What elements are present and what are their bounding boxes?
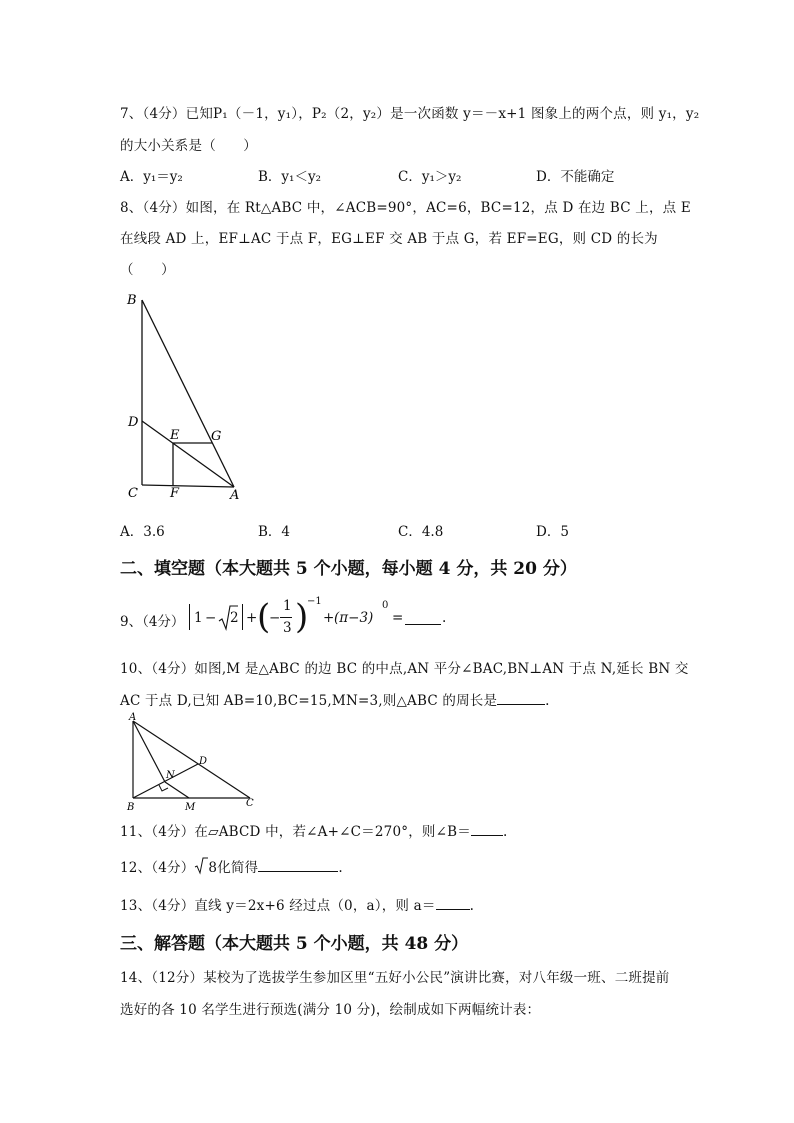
q9-sqrt-arg: 2 [230, 610, 239, 626]
q12-line [120, 856, 343, 876]
q7-line2: 的大小关系是（ ） [120, 138, 257, 154]
q10-blank [497, 692, 545, 705]
q9-frac-num: 1 [283, 598, 292, 614]
q7-option-d: D．不能确定 [536, 169, 615, 185]
q8-option-b: B．4 [258, 524, 291, 540]
q9-equals: = [392, 610, 404, 626]
q9-blank [405, 610, 441, 625]
q10-line2-text: AC 于点 D,已知 AB=10,BC=15,MN=3,则△ABC 的周长是 [120, 693, 498, 709]
q9-exp0: 0 [382, 600, 389, 611]
q10-line1: 10、（4分）如图,M 是△ABC 的边 BC 的中点,AN 平分∠BAC,BN⊥AN 于点 N,延长 BN 交 [120, 661, 689, 677]
seg-ba [142, 300, 234, 487]
q9-frac-den: 3 [283, 620, 292, 636]
q9-neg: − [269, 610, 281, 626]
label-c: C [128, 486, 138, 501]
q11-line [120, 820, 507, 840]
section2-title: 二、填空题（本大题共 5 个小题，每小题 4 分，共 20 分） [120, 559, 577, 579]
abs-bar-left [189, 604, 190, 630]
q12-sqrt-arg: 8 [208, 860, 218, 876]
label-b: B [127, 802, 135, 812]
q13-line [120, 894, 474, 914]
abs-bar-right [242, 604, 243, 630]
q8-line1: 8、（4分）如图，在 Rt△ABC 中，∠ACB=90°，AC=6，BC=12，点 D 在边 BC 上，点 E [120, 200, 691, 216]
frac-bar [280, 617, 292, 618]
q9-exp1: −1 [307, 596, 322, 607]
label-a: A [129, 712, 137, 723]
label-e: E [170, 428, 180, 443]
q11-blank [471, 823, 503, 836]
seg-an [133, 721, 165, 782]
q7-line1: 7、（4分）已知P₁（－1，y₁），P₂（2，y₂）是一次函数 y＝－x+1 图象上的两个点，则 y₁，y₂ [120, 106, 700, 122]
label-d: D [199, 756, 208, 767]
q8-option-d: D．5 [536, 524, 569, 540]
q7-option-c: C．y₁＞y₂ [398, 169, 462, 185]
q12-end: . [338, 860, 343, 876]
paren-left: ( [257, 597, 271, 637]
q9-end: . [442, 610, 447, 626]
q10-line2 [120, 689, 550, 709]
q8-line3: （ ） [120, 262, 175, 278]
q8-triangle-figure [118, 290, 258, 505]
q8-line2: 在线段 AD 上，EF⊥AC 于点 F，EG⊥EF 交 AB 于点 G，若 EF=EG，则 CD 的长为 [120, 231, 658, 247]
label-d: D [128, 415, 139, 430]
q9-formula [120, 596, 447, 640]
q9-plus1: + [246, 610, 258, 626]
q12-blank [258, 859, 338, 872]
q7-option-a: A．y₁＝y₂ [120, 169, 183, 185]
q14-line1: 14、（12分）某校为了选拔学生参加区里“五好小公民”演讲比赛，对八年级一班、二班提前 [120, 970, 670, 986]
label-m: M [185, 802, 196, 812]
q13-end: . [469, 898, 475, 914]
q12-prefix: 12、（4分） [120, 860, 195, 876]
label-g: G [211, 429, 222, 444]
label-a: A [230, 488, 240, 503]
q11-text: 11、（4分）在▱ABCD 中，若∠A+∠C＝270°，则∠B＝ [120, 824, 471, 840]
q12-text: 化简得 [217, 860, 259, 876]
label-c: C [246, 798, 254, 809]
label-b: B [127, 293, 137, 308]
q9-paren: (π−3) [334, 610, 374, 626]
q9-plus2: + [323, 610, 335, 626]
q8-option-a: A．3.6 [120, 524, 165, 540]
seg-nm [165, 782, 189, 798]
q10-triangle-figure [122, 712, 262, 812]
q11-end: . [502, 824, 508, 840]
q9-one: 1 [194, 610, 203, 626]
q14-line2: 选好的各 10 名学生进行预选(满分 10 分)，绘制成如下两幅统计表： [120, 1002, 541, 1018]
q9-minus: − [205, 610, 217, 626]
right-angle-mark [159, 785, 168, 791]
q7-option-b: B．y₁＜y₂ [258, 169, 321, 185]
q9-prefix: 9、（4分） [120, 614, 185, 630]
sqrt-sign-icon [194, 857, 208, 875]
label-n: N [166, 770, 175, 781]
seg-ca [142, 485, 234, 487]
q10-end: . [545, 693, 550, 709]
q13-text: 13、（4分）直线 y＝2x+6 经过点（0，a），则 a＝ [120, 898, 436, 914]
section3-title: 三、解答题（本大题共 5 个小题，共 48 分） [120, 934, 469, 954]
paren-right: ) [295, 597, 309, 637]
seg-ac [133, 721, 250, 798]
label-f: F [170, 486, 180, 501]
q13-blank [436, 897, 470, 910]
q8-option-c: C．4.8 [398, 524, 444, 540]
